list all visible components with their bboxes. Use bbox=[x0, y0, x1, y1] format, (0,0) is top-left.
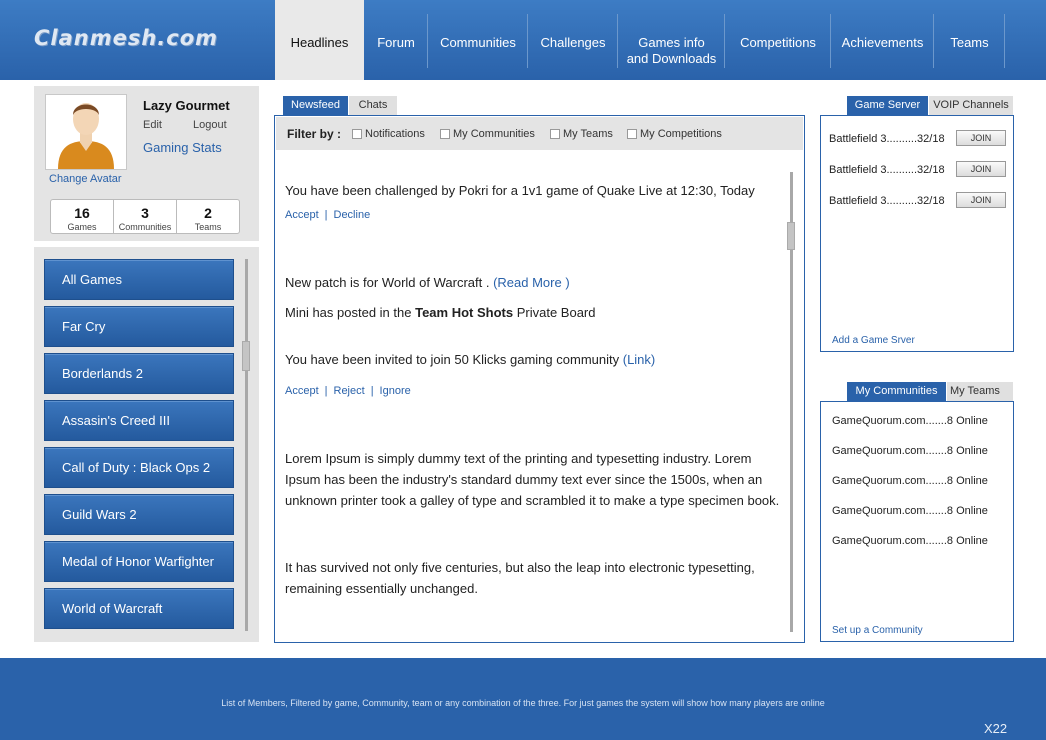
invite-actions bbox=[285, 385, 411, 397]
invite-link[interactable]: (Link) bbox=[622, 352, 656, 367]
game-item[interactable]: Assasin's Creed III bbox=[44, 400, 234, 441]
nav-label: Achievements bbox=[841, 35, 924, 50]
community-row[interactable]: GameQuorum.com.......8 Online bbox=[832, 475, 988, 487]
invite-text: You have been invited to join 50 Klicks gaming community bbox=[285, 352, 620, 367]
stat-label: Games bbox=[67, 222, 97, 232]
nav-headlines[interactable] bbox=[275, 0, 364, 80]
game-item[interactable]: Guild Wars 2 bbox=[44, 494, 234, 535]
game-item[interactable]: All Games bbox=[44, 259, 234, 300]
profile-panel bbox=[34, 86, 259, 241]
newsfeed-scroll-thumb[interactable] bbox=[787, 222, 795, 250]
avatar[interactable] bbox=[45, 94, 127, 170]
tab-chats[interactable]: Chats bbox=[349, 96, 397, 115]
separator: | bbox=[370, 385, 374, 397]
patch-text: New patch is for World of Warcraft . bbox=[285, 275, 490, 290]
invite-notification bbox=[285, 352, 655, 367]
ignore-invite-link[interactable]: Ignore bbox=[379, 385, 411, 397]
game-item[interactable]: World of Warcraft bbox=[44, 588, 234, 629]
server-row: Battlefield 3..........32/18 bbox=[829, 133, 945, 145]
tab-game-server[interactable]: Game Server bbox=[847, 96, 928, 115]
games-scrollbar[interactable] bbox=[245, 259, 248, 631]
reject-invite-link[interactable]: Reject bbox=[333, 385, 365, 397]
stat-communities[interactable] bbox=[114, 200, 177, 233]
tab-my-communities[interactable]: My Communities bbox=[847, 382, 946, 401]
stat-value: 2 bbox=[204, 205, 212, 221]
username: Lazy Gourmet bbox=[143, 98, 230, 113]
decline-challenge-link[interactable]: Decline bbox=[333, 209, 371, 221]
nav-separator bbox=[1004, 14, 1005, 68]
stat-value: 3 bbox=[141, 205, 149, 221]
change-avatar-link[interactable]: Change Avatar bbox=[49, 173, 122, 185]
server-row: Battlefield 3..........32/18 bbox=[829, 195, 945, 207]
game-item[interactable]: Borderlands 2 bbox=[44, 353, 234, 394]
game-item[interactable]: Call of Duty : Black Ops 2 bbox=[44, 447, 234, 488]
join-server-button[interactable]: JOIN bbox=[956, 130, 1006, 146]
post-suffix: Private Board bbox=[516, 305, 596, 320]
tab-my-teams[interactable]: My Teams bbox=[947, 382, 1013, 401]
nav-label: Competitions bbox=[740, 35, 816, 50]
nav-achievements[interactable] bbox=[831, 0, 934, 80]
tab-voip-channels[interactable]: VOIP Channels bbox=[929, 96, 1013, 115]
accept-challenge-link[interactable]: Accept bbox=[285, 209, 319, 221]
nav-label: Headlines bbox=[290, 35, 349, 50]
nav-competitions[interactable] bbox=[725, 0, 831, 80]
challenge-notification: You have been challenged by Pokri for a 1v1 game of Quake Live at 12:30, Today bbox=[285, 183, 755, 198]
stat-teams[interactable] bbox=[177, 200, 239, 233]
site-logo[interactable]: Clanmesh.com bbox=[34, 26, 219, 50]
nav-communities[interactable] bbox=[428, 0, 528, 80]
community-row[interactable]: GameQuorum.com.......8 Online bbox=[832, 535, 988, 547]
checkbox[interactable] bbox=[440, 129, 450, 139]
edit-profile-link[interactable]: Edit bbox=[143, 119, 162, 131]
nav-games-info[interactable] bbox=[618, 0, 725, 80]
post-prefix: Mini has posted in the bbox=[285, 305, 412, 320]
checkbox[interactable] bbox=[550, 129, 560, 139]
server-row: Battlefield 3..........32/18 bbox=[829, 164, 945, 176]
filter-notifications[interactable] bbox=[352, 128, 425, 140]
footer-note: List of Members, Filtered by game, Community, team or any combination of the three. For just games the system will show how many players are online bbox=[221, 698, 825, 708]
checkbox[interactable] bbox=[627, 129, 637, 139]
read-more-link[interactable]: (Read More ) bbox=[493, 275, 570, 290]
nav-forum[interactable] bbox=[364, 0, 428, 80]
user-avatar-icon bbox=[46, 95, 126, 169]
accept-invite-link[interactable]: Accept bbox=[285, 385, 319, 397]
community-row[interactable]: GameQuorum.com.......8 Online bbox=[832, 445, 988, 457]
nav-label: Communities bbox=[440, 35, 516, 50]
footer-code: X22 bbox=[984, 721, 1008, 736]
game-item[interactable]: Medal of Honor Warfighter bbox=[44, 541, 234, 582]
stat-label: Communities bbox=[118, 222, 172, 232]
tab-newsfeed[interactable]: Newsfeed bbox=[283, 96, 348, 115]
logout-link[interactable]: Logout bbox=[193, 119, 227, 131]
checkbox[interactable] bbox=[352, 129, 362, 139]
join-server-button[interactable]: JOIN bbox=[956, 161, 1006, 177]
filter-label: Filter by : bbox=[287, 127, 342, 141]
nav-label: Games info and Downloads bbox=[626, 35, 717, 66]
filter-option-label: Notifications bbox=[365, 128, 425, 140]
nav-challenges[interactable] bbox=[528, 0, 618, 80]
join-server-button[interactable]: JOIN bbox=[956, 192, 1006, 208]
stat-value: 16 bbox=[74, 205, 90, 221]
filter-my-teams[interactable] bbox=[550, 128, 613, 140]
lorem-paragraph-1: Lorem Ipsum is simply dummy text of the printing and typesetting industry. Lorem Ipsum has been the industry's standard dummy text ever since the 1500s, when an unknown printer took a galley of type and scrambled it to make a type specimen book. bbox=[285, 451, 780, 508]
footer bbox=[0, 658, 1046, 740]
community-row[interactable]: GameQuorum.com.......8 Online bbox=[832, 415, 988, 427]
setup-community-link[interactable]: Set up a Community bbox=[832, 625, 923, 636]
nav-teams[interactable] bbox=[934, 0, 1005, 80]
gaming-stats-link[interactable]: Gaming Stats bbox=[143, 140, 222, 155]
game-server-panel bbox=[820, 115, 1014, 352]
filter-option-label: My Competitions bbox=[640, 128, 722, 140]
post-notification bbox=[285, 305, 595, 320]
community-row[interactable]: GameQuorum.com.......8 Online bbox=[832, 505, 988, 517]
post-team-name[interactable]: Team Hot Shots bbox=[415, 305, 514, 320]
nav-label: Teams bbox=[950, 35, 989, 50]
game-item[interactable]: Far Cry bbox=[44, 306, 234, 347]
stat-games[interactable] bbox=[51, 200, 114, 233]
filter-my-communities[interactable] bbox=[440, 128, 535, 140]
challenge-actions bbox=[285, 209, 370, 221]
filter-option-label: My Communities bbox=[453, 128, 535, 140]
communities-panel bbox=[820, 401, 1014, 642]
separator: | bbox=[324, 209, 328, 221]
stats-bar bbox=[50, 199, 240, 234]
lorem-paragraph-2: It has survived not only five centuries, but also the leap into electronic typesetting, remaining essentially unchanged. bbox=[285, 560, 755, 596]
main-nav bbox=[275, 0, 1005, 80]
add-game-server-link[interactable]: Add a Game Srver bbox=[832, 335, 915, 346]
games-list-panel bbox=[34, 247, 259, 642]
games-scroll-thumb[interactable] bbox=[242, 341, 250, 371]
header bbox=[0, 0, 1046, 80]
stat-label: Teams bbox=[194, 222, 222, 232]
nav-label: Forum bbox=[377, 35, 415, 50]
patch-notification bbox=[285, 275, 570, 290]
separator: | bbox=[324, 385, 328, 397]
filter-my-competitions[interactable] bbox=[627, 128, 722, 140]
filter-bar bbox=[276, 117, 803, 150]
filter-option-label: My Teams bbox=[563, 128, 613, 140]
nav-label: Challenges bbox=[540, 35, 606, 50]
